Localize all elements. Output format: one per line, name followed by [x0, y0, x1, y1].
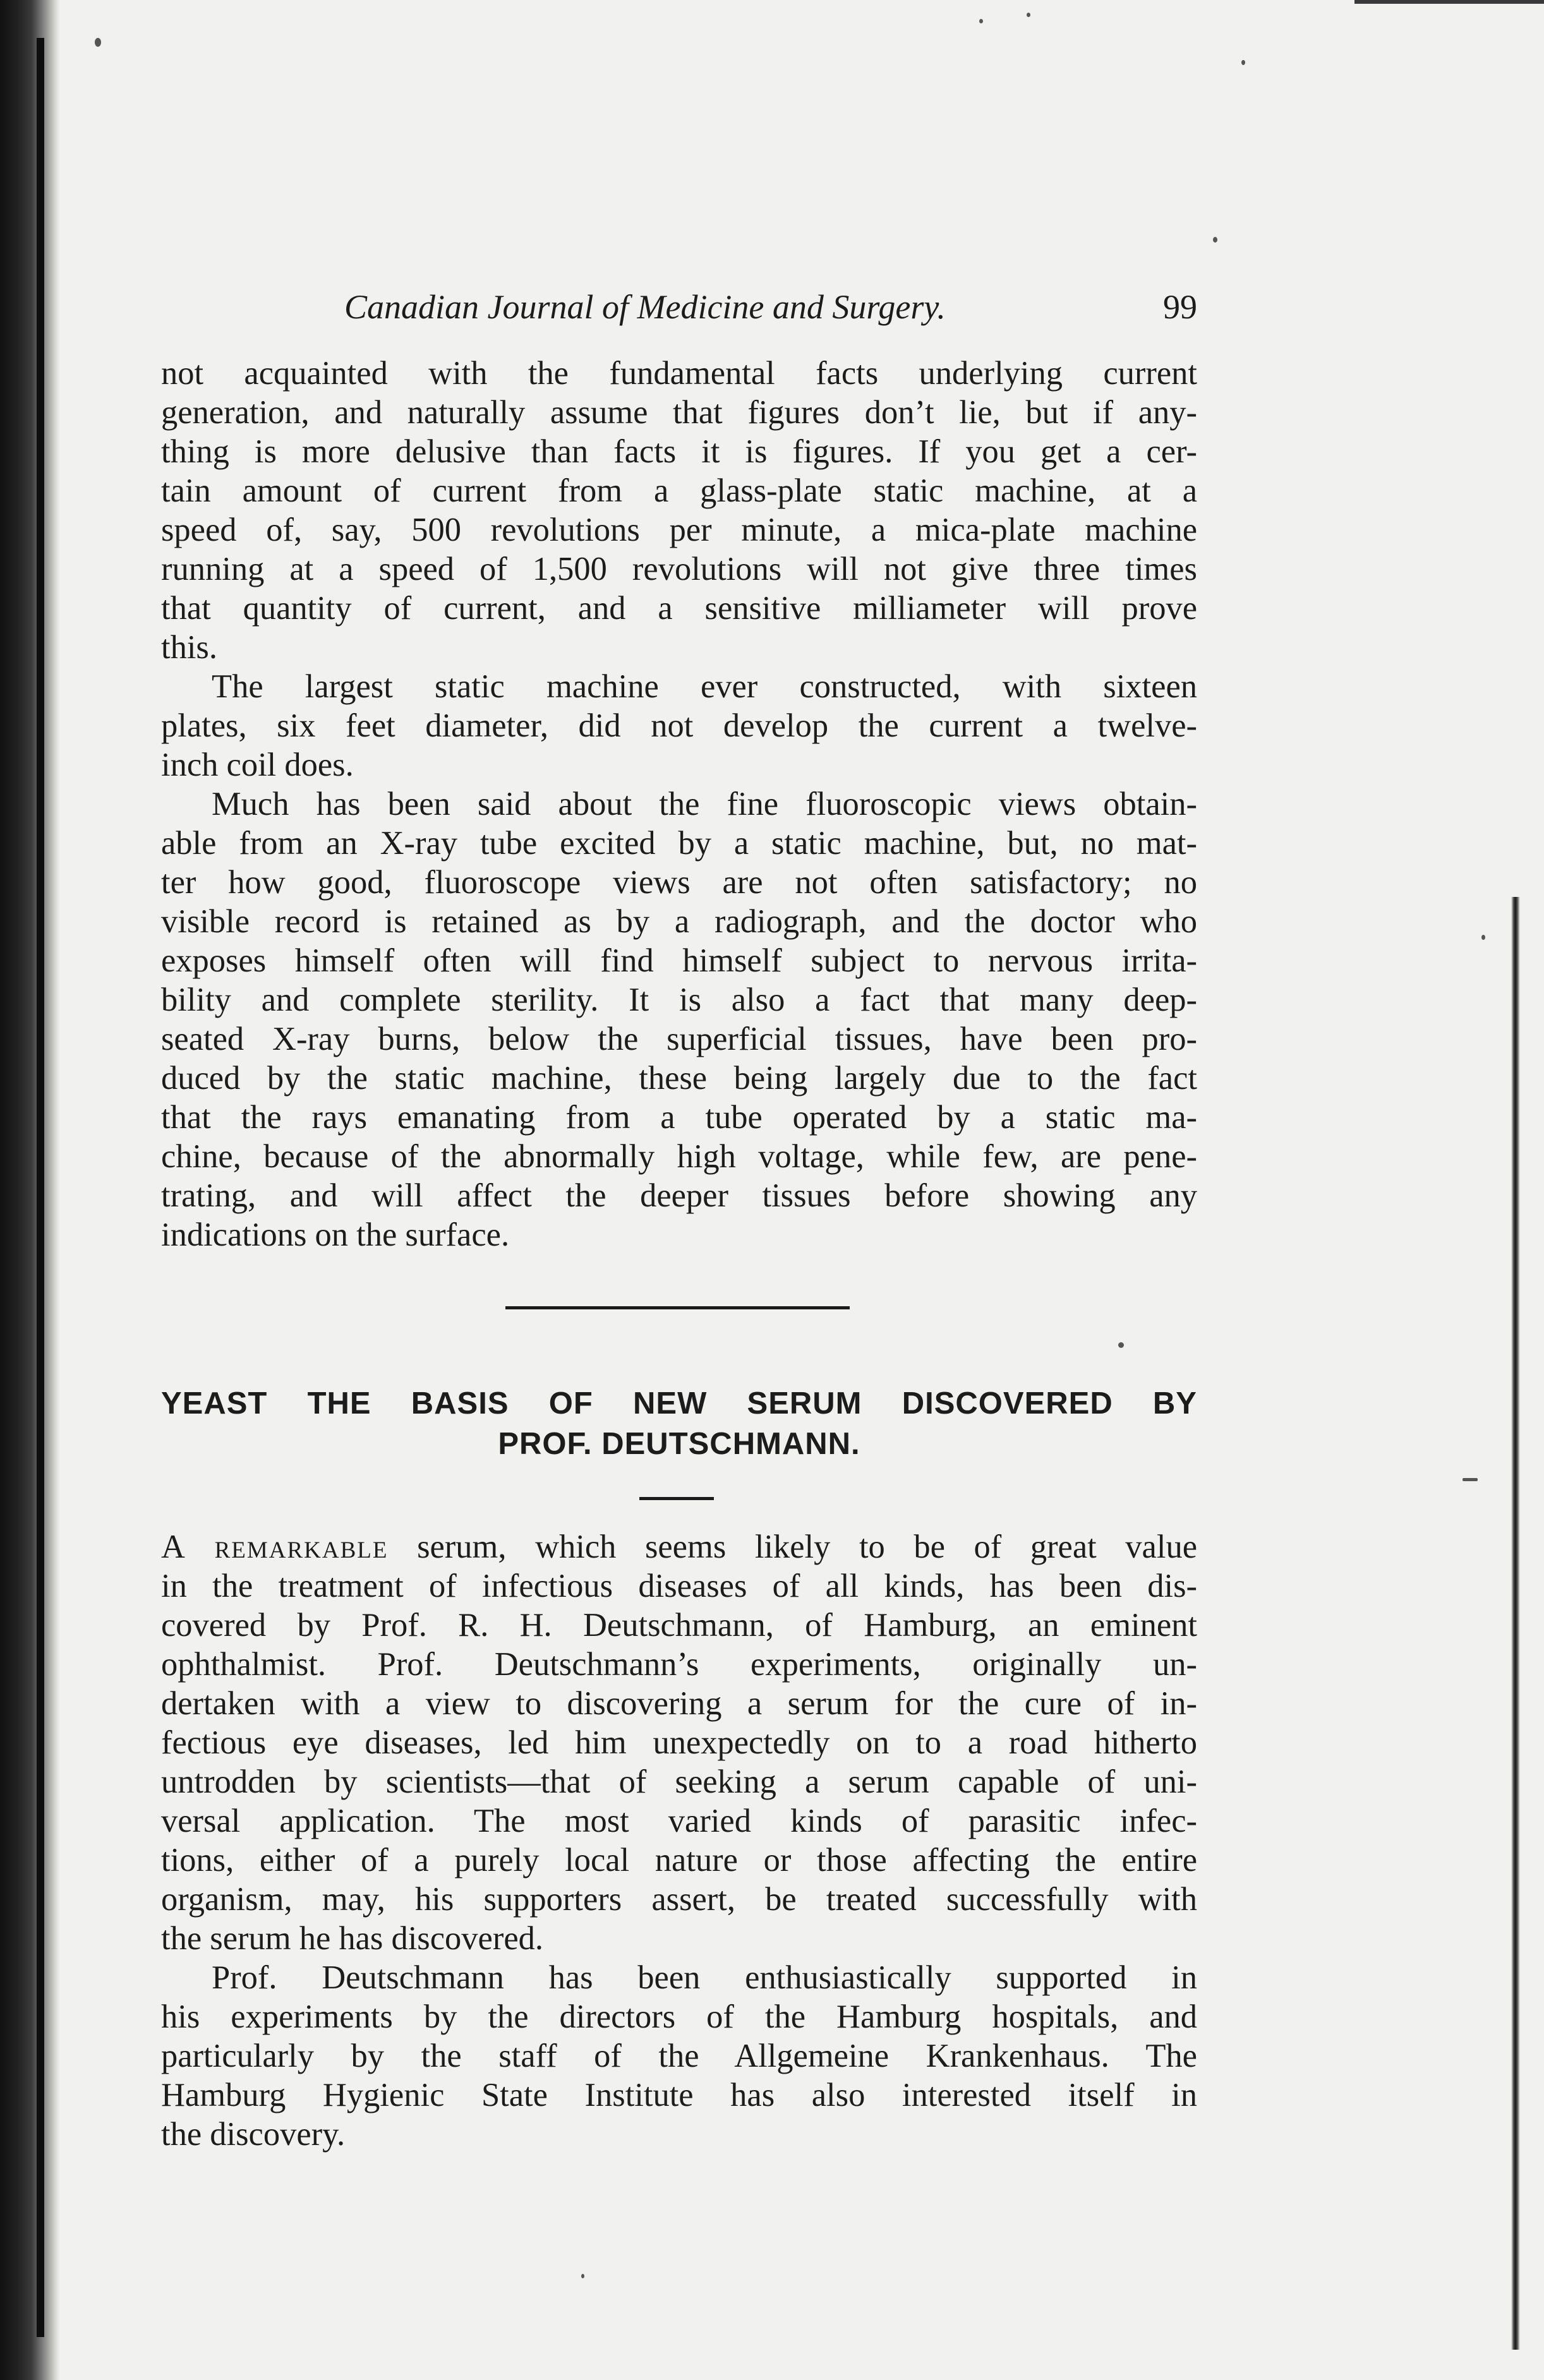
text-line: his experiments by the directors of the Hamburg hospitals, and: [161, 1998, 1197, 2035]
text-line: Prof. Deutschmann has been enthusiastically supported in: [212, 1959, 1197, 1996]
page-edge-top-right: [1354, 0, 1544, 4]
text-line: that quantity of current, and a sensitive milliameter will prove: [161, 590, 1197, 627]
text-line: running at a speed of 1,500 revolutions will not give three times: [161, 551, 1197, 587]
text-line: inch coil does.: [161, 747, 354, 783]
text-line: speed of, say, 500 revolutions per minute, a mica-plate machine: [161, 512, 1197, 548]
text-line: the serum he has discovered.: [161, 1920, 544, 1957]
text-line: this.: [161, 629, 217, 666]
text-line: dertaken with a view to discovering a serum for the cure of in-: [161, 1685, 1197, 1722]
text-line: able from an X-ray tube excited by a static machine, but, no mat-: [161, 825, 1197, 862]
text-line: thing is more delusive than facts it is figures. If you get a cer-: [161, 433, 1197, 470]
article-headline: [161, 1383, 1197, 1464]
text-line: chine, because of the abnormally high voltage, while few, are pene-: [161, 1138, 1197, 1175]
paragraph: [161, 1527, 1197, 1958]
text-line: generation, and naturally assume that figures don’t lie, but if any-: [161, 394, 1197, 431]
text-line: not acquainted with the fundamental facts underlying current: [161, 355, 1197, 392]
new-article-text: [161, 1527, 1197, 2154]
text-line: tions, either of a purely local nature or those affecting the entire: [161, 1842, 1197, 1878]
paragraph: [161, 1958, 1197, 2154]
text-line: the discovery.: [161, 2116, 346, 2153]
text-span: serum, which seems likely to be of great value: [388, 1529, 1198, 1565]
headline-line: PROF. DEUTSCHMANN.: [498, 1427, 860, 1461]
paragraph: [161, 354, 1197, 667]
headline-line: YEAST THE BASIS OF NEW SERUM DISCOVERED BY: [161, 1386, 1197, 1421]
text-line: versal application. The most varied kinds of parasitic infec-: [161, 1803, 1197, 1839]
text-line: ophthalmist. Prof. Deutschmann’s experiments, originally un-: [161, 1646, 1197, 1683]
running-head: [161, 287, 1197, 332]
text-line: ter how good, fluoroscope views are not often satisfactory; no: [161, 864, 1197, 901]
text-line: [161, 1527, 1197, 1566]
text-line: plates, six feet diameter, did not develop the current a twelve-: [161, 707, 1197, 744]
binding-edge-left: [0, 0, 60, 2380]
text-line: tain amount of current from a glass-plate static machine, at a: [161, 472, 1197, 509]
text-line: The largest static machine ever constructed, with sixteen: [212, 668, 1197, 705]
binding-edge-right: [1511, 897, 1520, 2350]
text-line: organism, may, his supporters assert, be treated successfully with: [161, 1881, 1197, 1918]
text-line: trating, and will affect the deeper tissues before showing any: [161, 1177, 1197, 1214]
section-divider: [505, 1306, 850, 1309]
opening-small-caps: A remarkable: [161, 1529, 389, 1565]
headline-rule: [639, 1497, 714, 1500]
text-line: particularly by the staff of the Allgemeine Krankenhaus. The: [161, 2038, 1197, 2074]
text-line: covered by Prof. R. H. Deutschmann, of Hamburg, an eminent: [161, 1607, 1197, 1644]
text-line: seated X-ray burns, below the superficial tissues, have been pro-: [161, 1021, 1197, 1057]
text-line: Much has been said about the fine fluoroscopic views obtain-: [212, 786, 1197, 822]
text-line: that the rays emanating from a tube operated by a static ma-: [161, 1099, 1197, 1136]
text-line: exposes himself often will find himself subject to nervous irrita-: [161, 942, 1197, 979]
text-line: indications on the surface.: [161, 1217, 510, 1253]
text-line: Hamburg Hygienic State Institute has also interested itself in: [161, 2077, 1197, 2113]
text-line: untrodden by scientists—that of seeking a serum capable of uni-: [161, 1764, 1197, 1800]
page-number: 99: [1163, 288, 1197, 326]
paragraph: [161, 784, 1197, 1254]
spine-shadow: [37, 38, 44, 2337]
text-line: duced by the static machine, these being largely due to the fact: [161, 1060, 1197, 1097]
text-line: fectious eye diseases, led him unexpectedly on to a road hitherto: [161, 1724, 1197, 1761]
text-line: bility and complete sterility. It is also a fact that many deep-: [161, 982, 1197, 1018]
journal-title: Canadian Journal of Medicine and Surgery.: [344, 288, 946, 326]
continued-article-text: [161, 354, 1197, 1254]
text-line: visible record is retained as by a radiograph, and the doctor who: [161, 903, 1197, 940]
paragraph: [161, 667, 1197, 784]
text-line: in the treatment of infectious diseases of all kinds, has been dis-: [161, 1568, 1197, 1604]
